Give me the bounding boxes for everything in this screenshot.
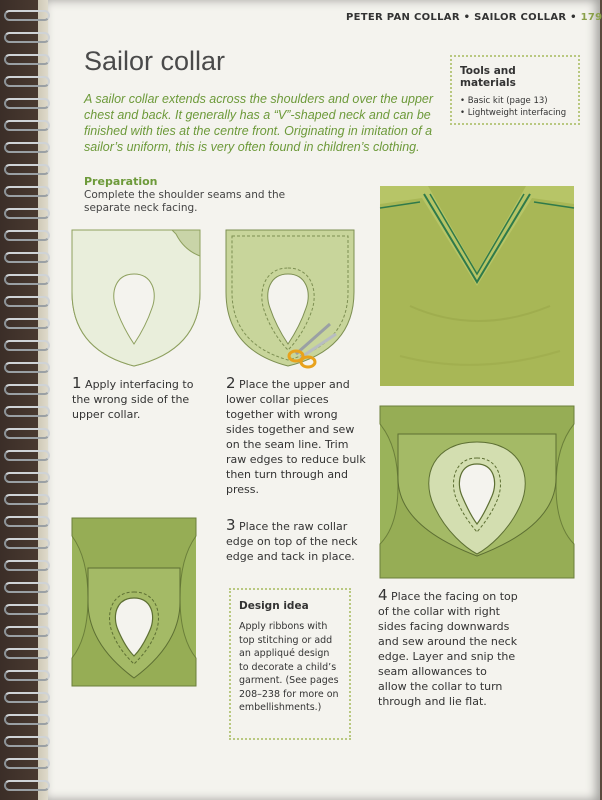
step-text: Place the upper and lower collar pieces together with wrong sides together and sew on the seam line. Trim raw edges to reduce bulk then turn through and press. — [226, 378, 366, 496]
spiral-coil — [4, 384, 50, 395]
design-idea-text: Apply ribbons with top stitching or add an appliqué design to decorate a child’s garment. (See pages 208–238 for more on embellishments.) — [239, 621, 339, 713]
spiral-coil — [4, 582, 50, 593]
step-text: Place the facing on top of the collar with right sides facing downwards and sew around the neck edge. Layer and snip the seam allowances to allow the collar to turn through and lie flat. — [378, 590, 518, 708]
step-3 — [226, 518, 366, 564]
step-text: Apply interfacing to the wrong side of the upper collar. — [72, 378, 194, 421]
running-head-text: PETER PAN COLLAR • SAILOR COLLAR • — [346, 12, 581, 23]
step-number: 4 — [378, 586, 388, 604]
spiral-coil — [4, 560, 50, 571]
tools-item: • Lightweight interfacing — [460, 107, 570, 119]
step-number: 3 — [226, 516, 236, 534]
spiral-coil — [4, 406, 50, 417]
spiral-coil — [4, 670, 50, 681]
running-head — [346, 12, 602, 23]
page-title: Sailor collar — [84, 46, 226, 76]
step1-illustration — [72, 230, 202, 370]
tools-item: • Basic kit (page 13) — [460, 95, 570, 107]
step-text: Place the raw collar edge on top of the neck edge and tack in place. — [226, 520, 358, 563]
tools-and-materials-box — [450, 55, 580, 125]
spiral-coil — [4, 230, 50, 241]
spiral-coil — [4, 604, 50, 615]
spiral-coil — [4, 736, 50, 747]
spiral-coil — [4, 714, 50, 725]
step2-illustration — [226, 230, 356, 370]
spiral-coil — [4, 648, 50, 659]
spiral-coil — [4, 494, 50, 505]
step-number: 2 — [226, 374, 236, 392]
spiral-coil — [4, 32, 50, 43]
preparation-text: Complete the shoulder seams and the separate neck facing. — [84, 189, 286, 214]
spiral-coil — [4, 428, 50, 439]
spiral-coil — [4, 758, 50, 769]
spiral-coil — [4, 274, 50, 285]
spiral-coil — [4, 296, 50, 307]
spiral-coil — [4, 54, 50, 65]
spiral-coil — [4, 626, 50, 637]
spiral-coil — [4, 450, 50, 461]
spiral-coil — [4, 692, 50, 703]
design-idea-heading: Design idea — [239, 600, 309, 612]
step-number: 1 — [72, 374, 82, 392]
tshirt-photo — [380, 186, 574, 386]
spiral-coil — [4, 10, 50, 21]
spiral-coil — [4, 76, 50, 87]
spiral-coil — [4, 538, 50, 549]
spiral-coil — [4, 362, 50, 373]
spiral-coil — [4, 120, 50, 131]
preparation-heading: Preparation — [84, 175, 158, 188]
spiral-coil — [4, 252, 50, 263]
spiral-coil — [4, 98, 50, 109]
tools-list — [460, 95, 570, 119]
spiral-coil — [4, 318, 50, 329]
spiral-coil — [4, 164, 50, 175]
tools-heading: Tools and materials — [460, 65, 516, 89]
spiral-coil — [4, 142, 50, 153]
step3-illustration — [72, 518, 196, 686]
step-4 — [378, 588, 518, 709]
spiral-coil — [4, 780, 50, 791]
spiral-coil — [4, 516, 50, 527]
intro-paragraph: A sailor collar extends across the shoulders and over the upper chest and back. It generally has a “V”-shaped neck and can be finished with ties at the centre front. Originating in imitation of a sailor’s uniform, this is very often found in children’s clothing. — [84, 92, 434, 154]
page-number: 179 — [580, 12, 602, 23]
step-2 — [226, 376, 366, 497]
spiral-coil — [4, 208, 50, 219]
spiral-coil — [4, 340, 50, 351]
step4-illustration — [380, 406, 574, 578]
spiral-coil — [4, 472, 50, 483]
design-idea-box — [229, 588, 351, 740]
spiral-coil — [4, 186, 50, 197]
step-1 — [72, 376, 212, 422]
